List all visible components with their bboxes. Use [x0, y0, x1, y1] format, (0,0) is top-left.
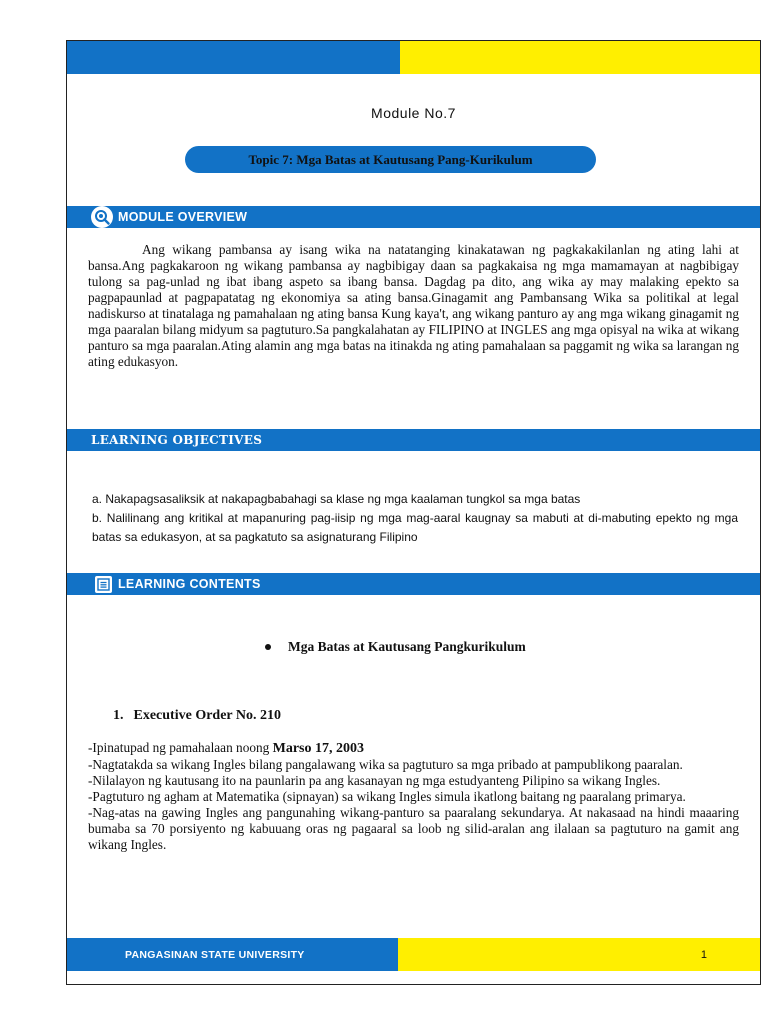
- footer-bar-blue: [67, 938, 398, 971]
- bullet-icon: [265, 644, 271, 650]
- document-list-icon: [95, 576, 112, 593]
- section-learning-objectives: [67, 429, 760, 451]
- contents-bullet-heading: [265, 639, 526, 655]
- section-label-objectives: LEARNING OBJECTIVES: [91, 433, 263, 447]
- detail-line: -Nag-atas na gawing Ingles ang pangunahing wikang-panturo sa paaralang sekundarya. At nakasaad na hindi maaaring bumaba sa 70 porsiyento ng kabuuang oras ng pagaaral sa loob ng silid-aralan ang ilalaan sa pagtuturo na gamit ang wikang Ingles.: [88, 805, 739, 852]
- overview-paragraph: Ang wikang pambansa ay isang wika na natatanging kinakatawan ng pagkakakilanlan ng ating lahi at bansa.Ang pagkakaroon ng wikang pambansa ay nagbibigay daan sa pagkakaisa ng mga mamamayan at nagbibigay tulong sa pag-unlad ng ibat ibang aspeto sa ibang bansa. Dagdag pa dito, ang wika ay may malaking epekto sa pagpapaunlad at pagpapatatag ng ekonomiya sa ating bansa.Ginagamit ang Pambansang Wika sa politikal at legal nadiskurso at tinatalaga ng pamahalaan ng ating bansa Kung kaya't, ang wikang panturo ay ang mga wikang ginagamit ng mga paaralan bilang midyum sa pagtuturo.Sa pangkalahatan ay FILIPINO at INGLES ang mga opisyal na wika at wikang panturo sa mga paaralan.Ating alamin ang mga batas na itinakda ng ating pamahalaan sa paggamit ng wika sa larangan ng ating edukasyon.: [88, 242, 739, 369]
- detail-line: -Pagtuturo ng agham at Matematika (sipnayan) sa wikang Ingles simula ikatlong baitang ng paaralang primarya.: [88, 789, 686, 804]
- detail-line: [88, 740, 739, 757]
- section-module-overview: [67, 206, 760, 228]
- header-bar-yellow: [400, 41, 760, 74]
- topic-title: Topic 7: Mga Batas at Kautusang Pang-Kurikulum: [185, 146, 596, 173]
- detail-line: -Nilalayon ng kautusang ito na paunlarin pa ang kasanayan ng mga estudyanteng Pilipino sa wikang Ingles.: [88, 773, 661, 788]
- executive-order-heading: [113, 708, 281, 724]
- executive-order-details: [88, 740, 739, 853]
- page-number: 1: [700, 948, 707, 961]
- magnifier-badge-icon: [91, 206, 113, 228]
- detail-line: -Nagtatakda sa wikang Ingles bilang pangalawang wika sa pagtuturo sa mga pribado at pampublikong paaralan.: [88, 757, 683, 772]
- section-label-contents: LEARNING CONTENTS: [118, 577, 261, 591]
- detail-date: Marso 17, 2003: [272, 741, 365, 756]
- detail-line-prefix: -Ipinatupad ng pamahalaan noong: [88, 740, 273, 755]
- module-page: [66, 40, 761, 985]
- footer-university: PANGASINAN STATE UNIVERSITY: [125, 948, 305, 961]
- section-label-overview: MODULE OVERVIEW: [118, 210, 248, 224]
- module-number: Module No.7: [371, 105, 456, 121]
- item-number: 1.: [113, 708, 124, 723]
- header-bar: [67, 41, 760, 74]
- section-learning-contents: [67, 573, 760, 595]
- objectives-list: [92, 490, 738, 547]
- objective-item: a. Nakapagsasaliksik at nakapagbabahagi sa klase ng mga kaalaman tungkol sa mga batas: [92, 492, 581, 506]
- item-title: Executive Order No. 210: [133, 708, 281, 723]
- bullet-heading-text: Mga Batas at Kautusang Pangkurikulum: [288, 639, 526, 654]
- footer-bar: [67, 938, 760, 971]
- header-bar-blue: [67, 41, 400, 74]
- footer-bar-yellow: [398, 938, 760, 971]
- objective-item: b. Nalilinang ang kritikal at mapanuring pag-iisip ng mga mag-aaral kaugnay sa mabuti at di-mabuting epekto ng mga batas sa edukasyon, at sa pagkatuto sa asignaturang Filipino: [92, 511, 738, 544]
